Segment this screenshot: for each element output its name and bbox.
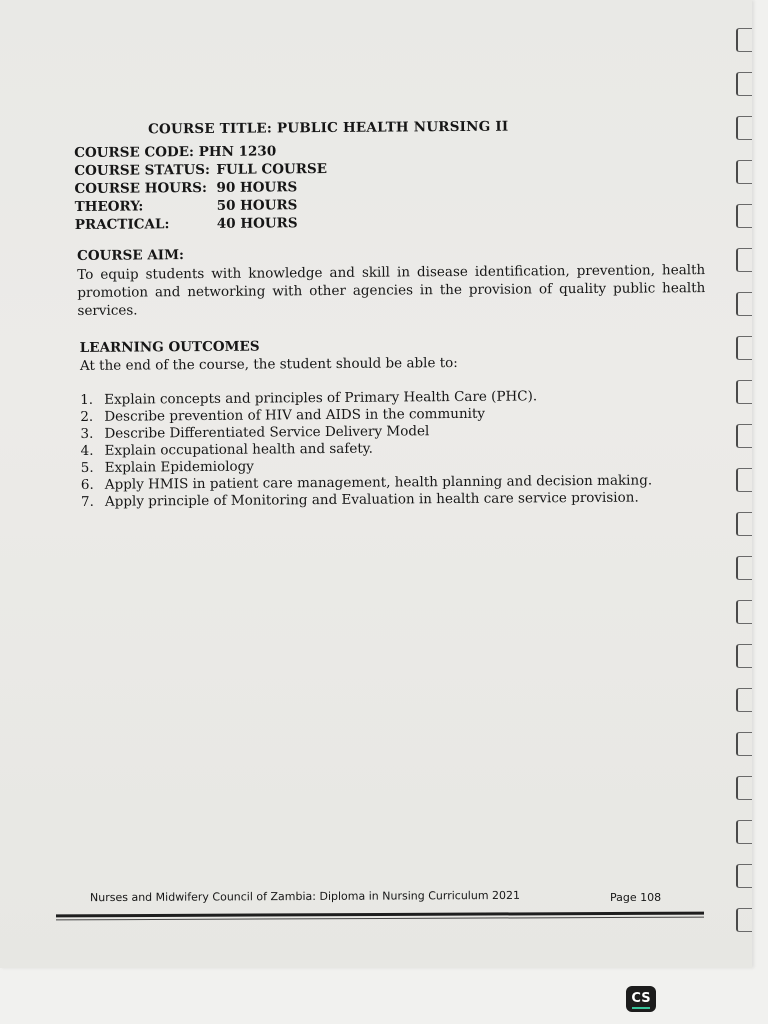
binding-ring (736, 248, 752, 272)
item-number: 6. (80, 476, 94, 493)
course-hours-row (74, 178, 327, 198)
learning-outcomes-heading: LEARNING OUTCOMES (79, 338, 260, 356)
course-hours-value: 90 HOURS (216, 179, 298, 196)
binding-ring (736, 776, 752, 800)
binding-ring (736, 512, 752, 536)
item-text: Explain Epidemiology (104, 458, 254, 476)
practical-row (75, 214, 328, 234)
binding-ring (736, 72, 752, 96)
footer-text: Nurses and Midwifery Council of Zambia: Diploma in Nursing Curriculum 2021 (89, 888, 521, 905)
binding-ring (736, 908, 752, 932)
theory-row (75, 196, 328, 216)
logo-accent-bar (632, 1007, 650, 1009)
course-hours-label: COURSE HOURS: (74, 179, 208, 197)
course-title: COURSE TITLE: PUBLIC HEALTH NURSING II (147, 118, 509, 138)
item-text: Explain concepts and principles of Primary Health Care (PHC). (104, 388, 538, 408)
binding-ring (736, 732, 752, 756)
binding-ring (736, 380, 752, 404)
binding-ring (736, 556, 752, 580)
binding-ring (736, 820, 752, 844)
course-status-label: COURSE STATUS: (74, 161, 211, 179)
camscanner-logo-icon (626, 986, 656, 1012)
practical-value: 40 HOURS (216, 215, 298, 232)
course-aim-heading: COURSE AIM: (76, 247, 185, 264)
binding-ring (736, 28, 752, 52)
course-info (74, 142, 327, 234)
spiral-binding (722, 0, 752, 968)
binding-ring (736, 688, 752, 712)
page-content (74, 117, 714, 510)
binding-ring (736, 864, 752, 888)
item-text: Explain occupational health and safety. (104, 440, 373, 459)
course-aim-text: To equip students with knowledge and skill in disease identification, prevention, health promotion and networking with other agencies in the provision of quality public health services. (77, 262, 706, 319)
course-code-label: COURSE CODE: PHN 1230 (74, 143, 277, 161)
binding-ring (736, 424, 752, 448)
item-number: 2. (80, 408, 94, 425)
course-status-value: FULL COURSE (216, 161, 328, 178)
list-item (81, 489, 652, 510)
binding-ring (736, 644, 752, 668)
theory-label: THEORY: (74, 198, 144, 215)
item-number: 4. (80, 442, 94, 459)
binding-ring (736, 292, 752, 316)
item-number: 1. (80, 391, 94, 408)
binding-ring (736, 204, 752, 228)
item-text: Apply HMIS in patient care management, health planning and decision making. (104, 472, 653, 493)
logo-text: CS (631, 990, 651, 1006)
course-code-row (74, 142, 327, 162)
learning-outcomes-intro: At the end of the course, the student should be able to: (79, 354, 458, 374)
theory-value: 50 HOURS (216, 197, 298, 214)
binding-ring (736, 600, 752, 624)
binding-ring (736, 336, 752, 360)
binding-ring (736, 116, 752, 140)
footer-rule-thin (56, 917, 704, 921)
item-number: 3. (80, 425, 94, 442)
page-number: Page 108 (610, 891, 662, 904)
binding-ring (736, 160, 752, 184)
item-number: 7. (80, 493, 94, 510)
item-number: 5. (80, 459, 94, 476)
item-text: Apply principle of Monitoring and Evaluation in health care service provision. (104, 489, 639, 510)
course-status-row (74, 160, 327, 180)
binding-ring (736, 468, 752, 492)
learning-outcomes-list (80, 387, 652, 510)
item-text: Describe prevention of HIV and AIDS in the community (104, 405, 486, 425)
item-text: Describe Differentiated Service Delivery Model (104, 423, 430, 442)
practical-label: PRACTICAL: (74, 216, 170, 233)
